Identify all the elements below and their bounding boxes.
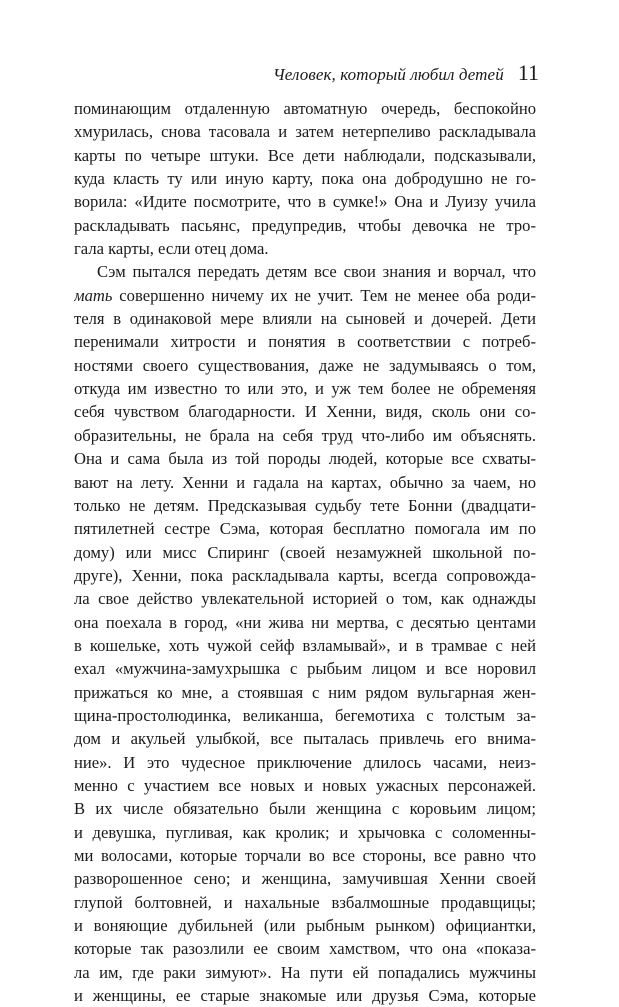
emphasis: мать	[74, 285, 113, 305]
text-line: разворошенное сено; и женщина, замучившая Хенни своей	[74, 869, 536, 889]
text-line-with-emphasis: мать совершенно ничему их не учит. Тем не менее оба роди-	[74, 285, 536, 305]
running-title: Человек, который любил детей	[272, 65, 504, 84]
paragraph-2	[74, 260, 536, 1007]
text-line: В их числе обязательно были женщина с коровьим лицом;	[74, 799, 536, 819]
body-text	[74, 97, 536, 1007]
text-line: и девушка, пугливая, как кролик; и хрычовка с соломенны-	[74, 822, 536, 842]
text-line: дом и акульей улыбкой, все пыталась привлечь его внима-	[74, 729, 536, 749]
text-line: щина-простолюдинка, великанша, бегемотиха с толстым за-	[74, 705, 536, 725]
text-line: Сэм пытался передать детям все свои знания и ворчал, что	[97, 262, 536, 282]
text-line: и женщины, ее старые знакомые или друзья Сэма, которые	[74, 986, 536, 1006]
text-line: которые так разозлили ее своим хамством, что она «показа-	[74, 939, 536, 959]
text-line: ехал «мужчина-замухрышка с рыбьим лицом и все норовил	[74, 659, 536, 679]
page-number: 11	[517, 60, 539, 85]
text-line: и воняющие дубильней (или рыбным рынком) официантки,	[74, 916, 536, 936]
text-line: глупой болтовней, и нахальные взбалмошные продавщицы;	[74, 892, 536, 912]
running-header	[273, 60, 539, 86]
text-line: вают на лету. Хенни и гадала на картах, обычно за чаем, но	[74, 472, 536, 492]
text-line: в кошельке, хоть чужой сейф взламывай», и в трамвае с ней	[74, 635, 536, 655]
text-line: себя чувством благодарности. И Хенни, видя, сколь они со-	[74, 402, 536, 422]
text-line: ностями своего существования, даже не задумываясь о том,	[74, 355, 536, 375]
text-line: Она и сама была из той породы людей, которые все схваты-	[74, 449, 536, 469]
text-line: куда класть ту или иную карту, пока она добродушно не го-	[74, 169, 536, 189]
text-line: теля в одинаковой мере влияли на сыновей и дочерей. Дети	[74, 309, 536, 329]
text-line: перенимали хитрости и понятия в соответствии с потреб-	[74, 332, 536, 352]
text-line: ми волосами, которые торчали во все стороны, все равно что	[74, 846, 536, 865]
text-line: карты по четыре штуки. Все дети наблюдали, подсказывали,	[74, 145, 536, 165]
text-line: ла им, где раки зимуют». На пути ей попадались мужчины	[74, 962, 536, 982]
text-line: ла свое действо увлекательной историей о том, как однажды	[74, 589, 536, 609]
text-line: откуда им известно то или это, и уж тем более не обременяя	[74, 379, 536, 399]
text-line: она поехала в город, «ни жива ни мертва, с десятью центами	[74, 612, 536, 632]
text-line: поминающим отдаленную автоматную очередь, беспокойно	[74, 99, 536, 118]
text-line: прижаться ко мне, а стоявшая с ним рядом вульгарная жен-	[74, 682, 536, 702]
text-line: дому) или мисс Спиринг (своей незамужней школьной по-	[74, 542, 536, 562]
text-line: пятилетней сестре Сэма, которая бесплатно помогала им по	[74, 519, 536, 539]
text-line: гала карты, если отец дома.	[74, 239, 269, 259]
text-line: образительны, не брала на себя труд что-либо им объяснять.	[74, 425, 536, 445]
text-line: только не детям. Предсказывая судьбу тете Бонни (двадцати-	[74, 495, 536, 515]
paragraph-1	[74, 97, 536, 260]
text-line: друге), Хенни, пока раскладывала карты, всегда сопровожда-	[74, 565, 536, 585]
text-line: раскладывать пасьянс, предупредив, чтобы девочка не тро-	[74, 215, 536, 235]
text-line: ние». И это чудесное приключение длилось часами, неиз-	[74, 752, 536, 772]
text-line: хмурилась, снова тасовала и затем нетерпеливо раскладывала	[74, 122, 536, 142]
text-line: ворила: «Идите посмотрите, что в сумке!» Она и Луизу учила	[74, 192, 536, 212]
text-line: менно с участием все новых и новых ужасных персонажей.	[74, 775, 536, 795]
